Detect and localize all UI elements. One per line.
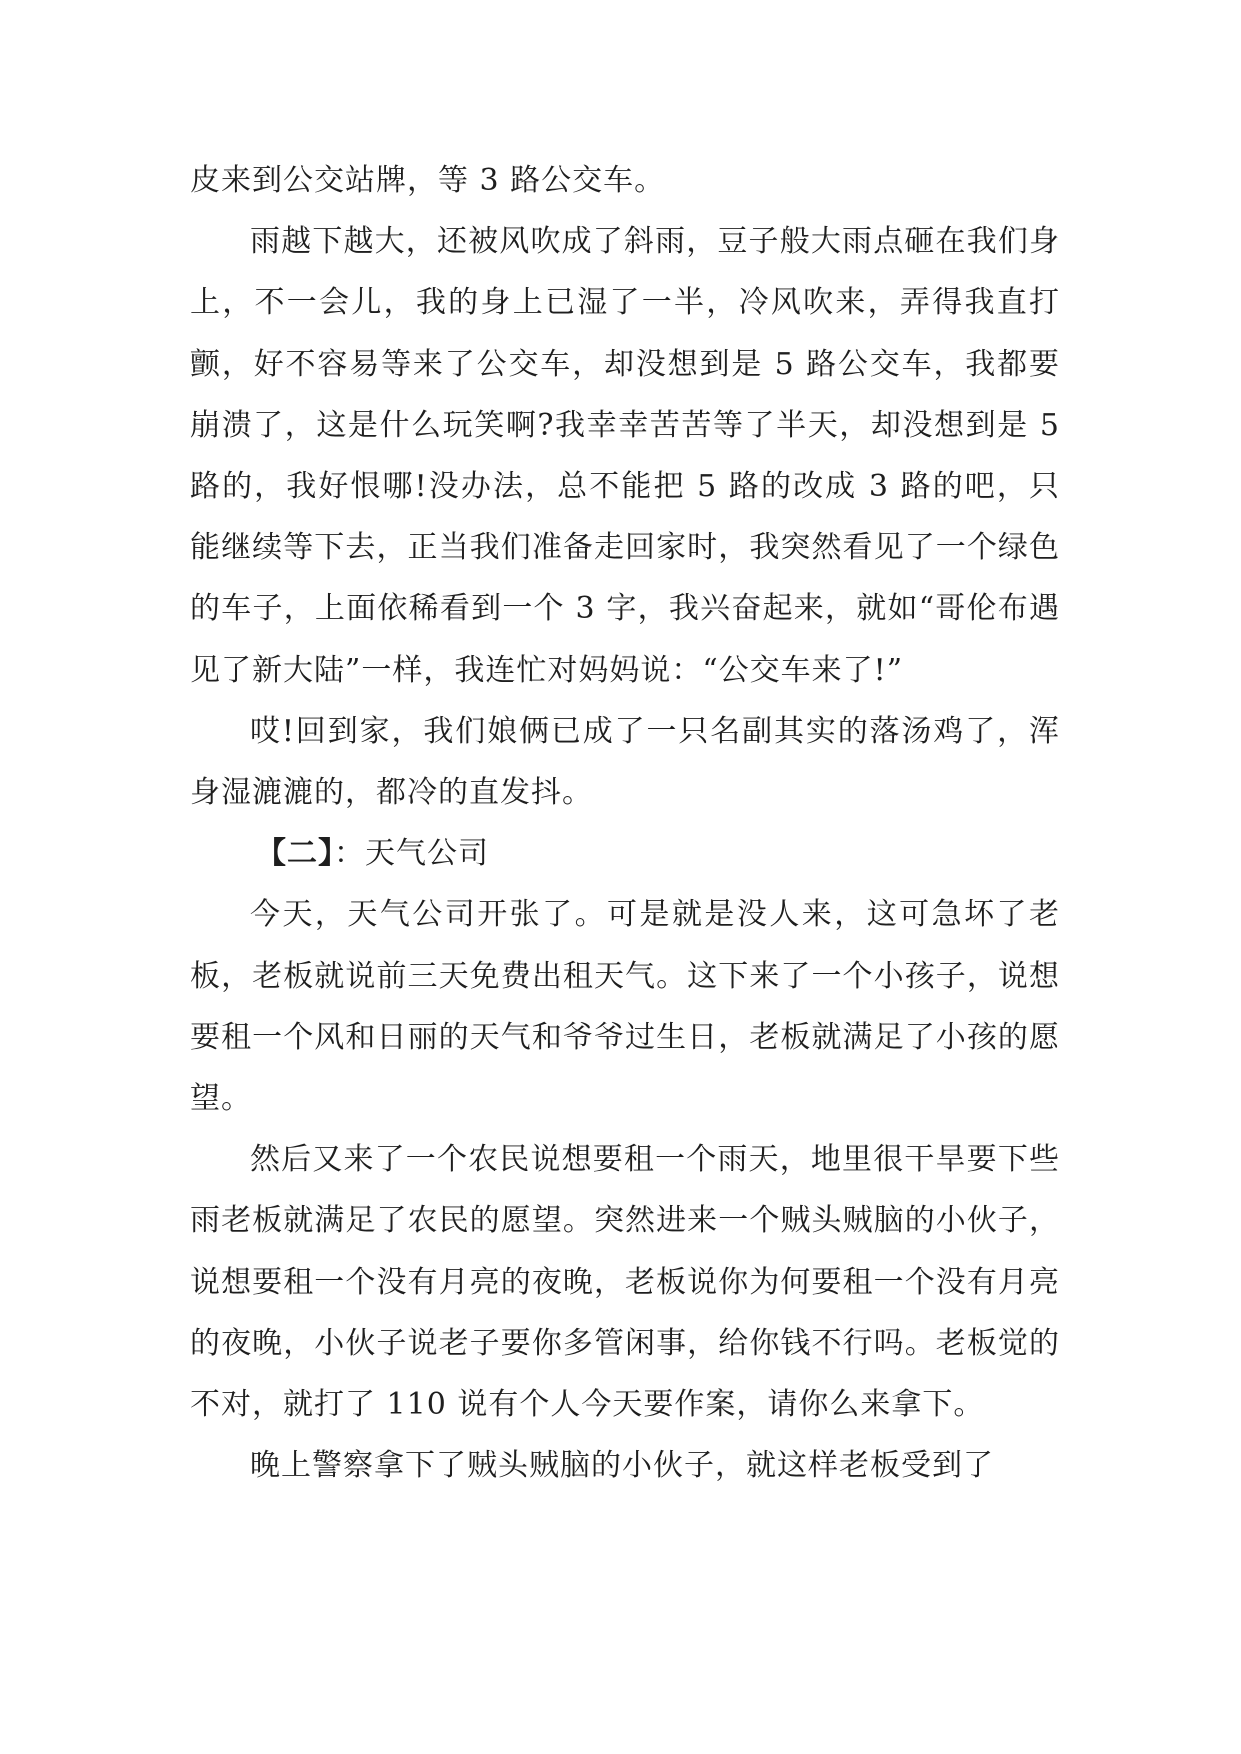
paragraph-continuation: 皮来到公交站牌，等 3 路公交车。 xyxy=(190,163,666,198)
section-heading xyxy=(190,823,1060,884)
paragraph-ending: 晚上警察拿下了贼头贼脑的小伙子，就这样老板受到了 xyxy=(250,1448,994,1484)
paragraph-home: 哎!回到家，我们娘俩已成了一只名副其实的落汤鸡了，浑身湿漉漉的，都冷的直发抖。 xyxy=(190,713,1060,811)
document-body xyxy=(190,150,1060,1496)
paragraph-opening: 今天，天气公司开张了。可是就是没人来，这可急坏了老板，老板就说前三天免费出租天气。这下来了一个小孩子，说想要租一个风和日丽的天气和爷爷过生日，老板就满足了小孩的愿望。 xyxy=(190,897,1060,1117)
paragraph-customers: 然后又来了一个农民说想要租一个雨天，地里很干旱要下些雨老板就满足了农民的愿望。突然进来一个贼头贼脑的小伙子，说想要租一个没有月亮的夜晚，老板说你为何要租一个没有月亮的夜晚，小伙子说老子要你多管闲事，给你钱不行吗。老板觉的不对，就打了 110 说有个人今天要作案，请你么来拿下。 xyxy=(190,1142,1060,1423)
section-marker: 【二】 xyxy=(256,836,334,872)
section-title: ：天气公司 xyxy=(334,836,489,872)
paragraph-rain: 雨越下越大，还被风吹成了斜雨，豆子般大雨点砸在我们身上，不一会儿，我的身上已湿了一半，冷风吹来，弄得我直打颤，好不容易等来了公交车，却没想到是 5 路公交车，我都要崩溃了，这是什么玩笑啊?我幸幸苦苦等了半天，却没想到是 5 路的，我好恨哪!没办法，总不能把 5 路的改成 3 路的吧，只能继续等下去，正当我们准备走回家时，我突然看见了一个绿色的车子，上面依稀看到一个 3 字，我兴奋起来，就如“哥伦布遇见了新大陆”一样，我连忙对妈妈说：“公交车来了!” xyxy=(190,224,1060,688)
